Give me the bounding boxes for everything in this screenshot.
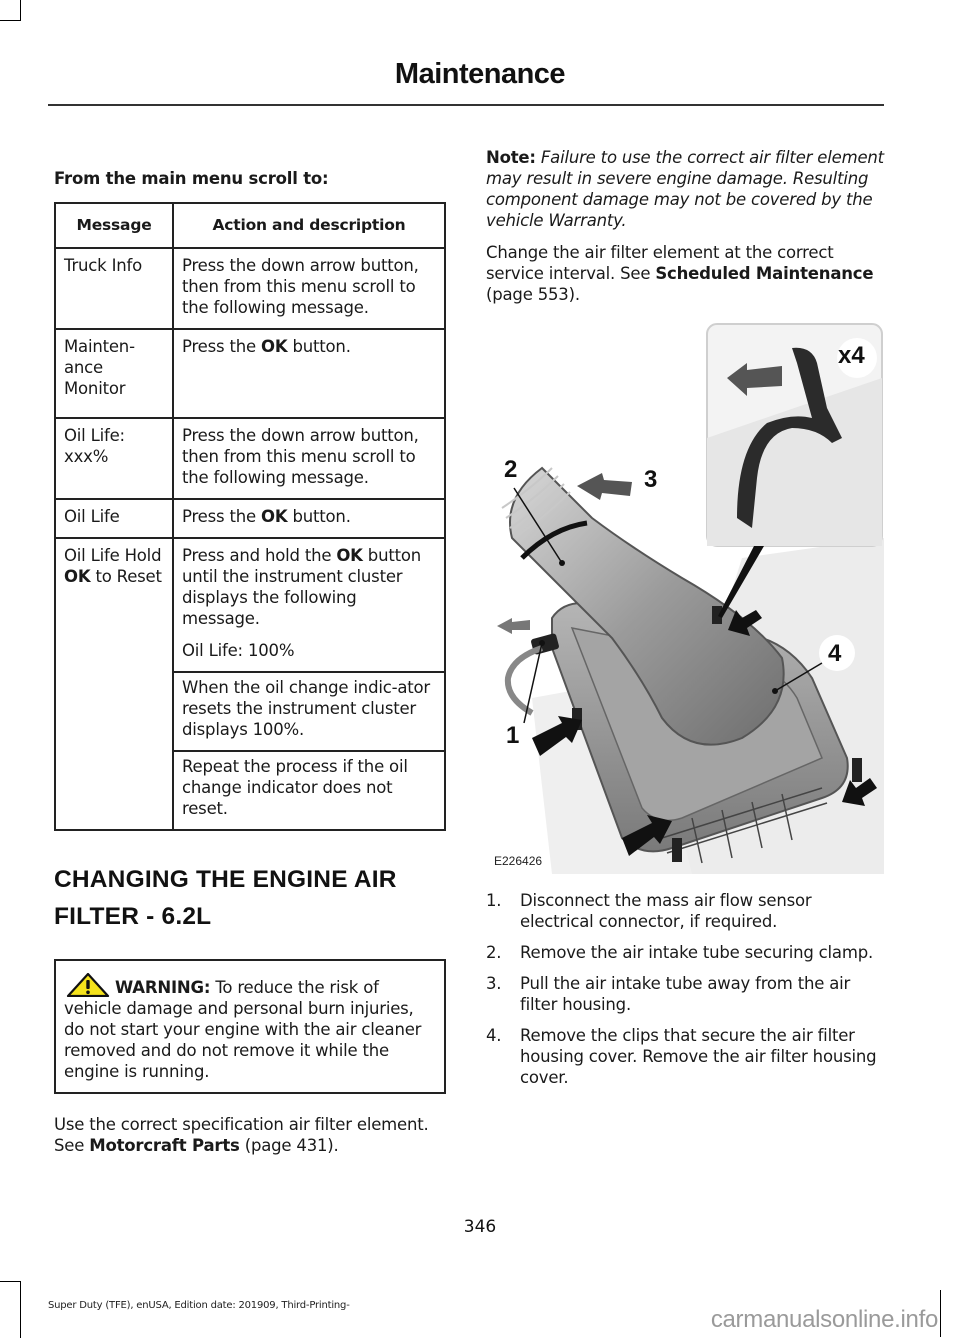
crop-mark-bottom-right [940,1290,941,1337]
table-intro: From the main menu scroll to: [54,169,329,188]
cell-message: Oil Life: xxx% [55,418,173,499]
callout-2: 2 [504,456,518,483]
scheduled-maintenance-link[interactable]: Scheduled Maintenance [655,264,874,283]
step-item: 1. Disconnect the mass air flow sensor electrical connector, if required. [486,891,812,931]
inset-quantity-label: x4 [838,342,865,369]
step-item: 4. Remove the clips that secure the air filter housing cover. Remove the air filter housing cover. [486,1026,877,1087]
table-row [55,538,445,672]
cell-action: Press the OK button. [173,329,445,418]
cell-action: Press and hold the OK button until the instrument cluster displays the following message. Oil Life: 100% [173,538,445,672]
note-label: Note: [486,148,536,167]
cell-action: Press the OK button. [173,499,445,538]
figure-id: E226426 [494,854,543,868]
table-row [55,248,445,329]
spec-paragraph: Use the correct specification air filter element. See Motorcraft Parts (page 431). [54,1115,429,1155]
air-filter-illustration [492,318,884,874]
warning-box [54,959,446,1094]
procedure-steps [486,890,886,1098]
callout-3: 3 [644,466,658,493]
cell-message: Oil Life Hold OK to Reset [55,538,173,830]
right-column [486,147,886,305]
cell-action: Press the down arrow button, then from this menu scroll to the following message. [173,248,445,329]
cell-message: Mainten-ance Monitor [55,329,173,418]
note-text: Failure to use the correct air filter element may result in severe engine damage. Resulting component damage may not be covered by the vehicle Warranty. [486,148,884,230]
table-row [55,329,445,418]
cell-action: Repeat the process if the oil change indicator does not reset. [173,751,445,830]
page-header-title: Maintenance [394,58,566,90]
crop-mark-top-left [0,0,21,21]
ok-button-ref: OK [261,507,288,526]
air-filter-figure [492,318,884,874]
cell-message: Oil Life [55,499,173,538]
callout-1: 1 [506,722,520,749]
note-paragraph [486,147,886,231]
warning-label: WARNING: [115,978,211,997]
left-column [54,168,446,1156]
edition-footer: Super Duty (TFE), enUSA, Edition date: 201909, Third-Printing- [48,1300,350,1311]
warning-triangle-icon [66,973,110,997]
section-heading: CHANGING THE ENGINE AIR FILTER - 6.2L [54,866,397,930]
motorcraft-parts-link[interactable]: Motorcraft Parts [89,1136,240,1155]
step-item: 3. Pull the air intake tube away from the air filter housing. [486,974,851,1014]
cell-action: Press the down arrow button, then from this menu scroll to the following message. [173,418,445,499]
table-row [55,499,445,538]
ok-button-ref: OK [261,337,288,356]
column-header-action: Action and description [173,203,445,248]
column-header-message: Message [55,203,173,248]
watermark: carmanualsonline.info [710,1306,938,1333]
cell-action: When the oil change indic-ator resets the instrument cluster displays 100%. [173,672,445,751]
display-message: Oil Life: 100% [182,641,295,660]
table-header-row [55,203,445,248]
ok-button-ref: OK [336,546,363,565]
step-item: 2. Remove the air intake tube securing clamp. [486,943,874,962]
table-row [55,418,445,499]
interval-paragraph: Change the air filter element at the correct service interval. See Scheduled Maintenance (page 553). [486,243,874,304]
message-table [54,202,446,831]
cell-message: Truck Info [55,248,173,329]
warning-text: To reduce the risk of vehicle damage and personal burn injuries, do not start your engine with the air cleaner removed and do not remove it while the engine is running. [64,978,422,1081]
callout-4: 4 [828,640,842,667]
crop-mark-bottom-left [0,1281,21,1338]
page-number: 346 [463,1217,497,1237]
ok-button-ref: OK [64,567,91,586]
header-divider [48,104,884,106]
